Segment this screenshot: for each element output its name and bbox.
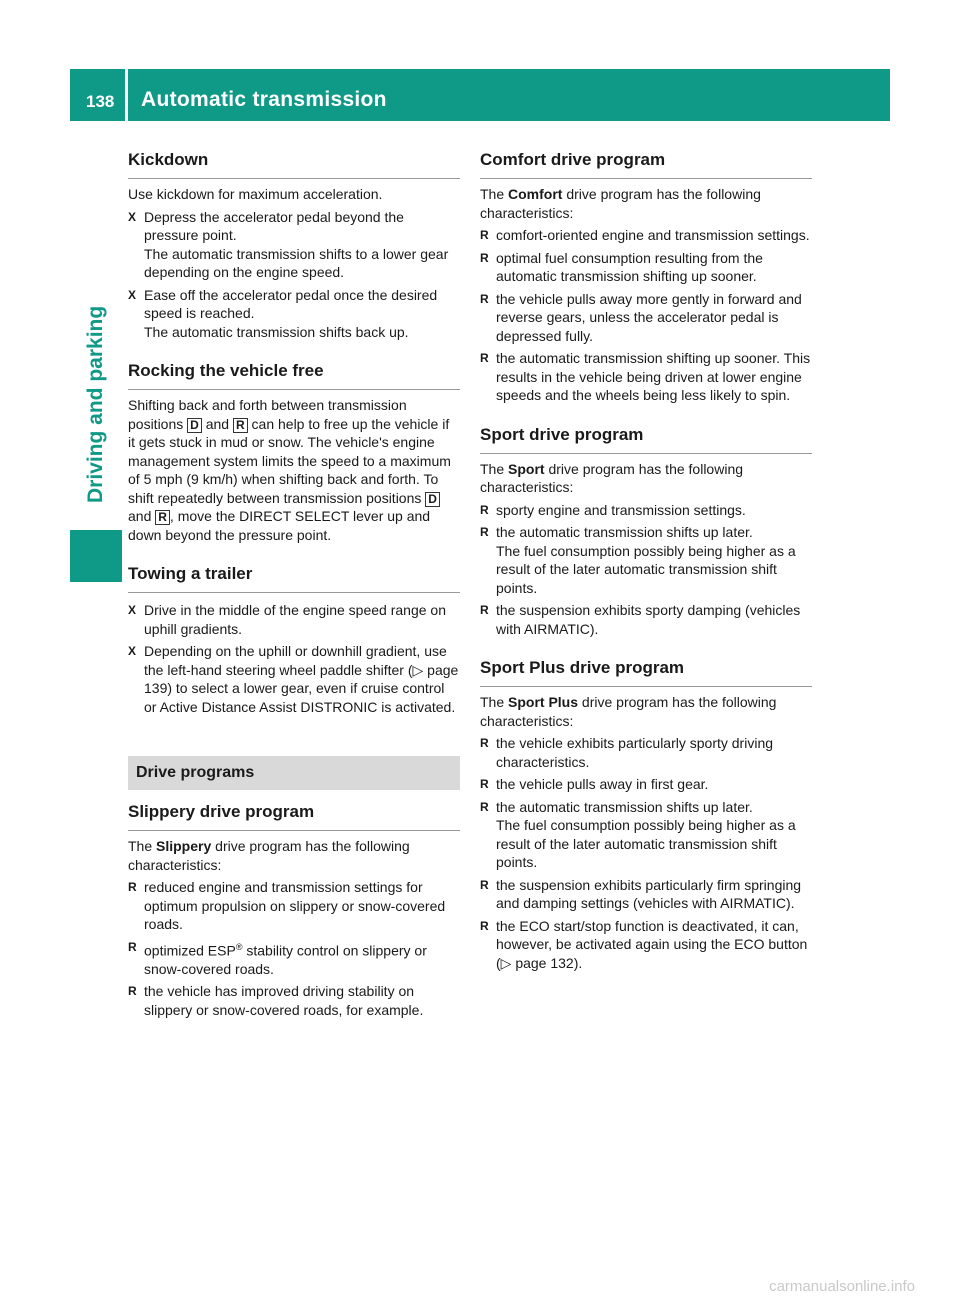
bullet-item: R the automatic transmission shifts up later. The fuel consumption possibly being higher as a result of the later automatic transmission shift points. bbox=[480, 798, 796, 870]
step-item bbox=[128, 642, 460, 716]
bullet-marker-icon: R bbox=[480, 291, 489, 306]
footer-watermark: carmanualsonline.info bbox=[769, 1278, 915, 1295]
step-text: Depress the accelerator pedal beyond the pressure point. bbox=[144, 208, 404, 243]
bullet-item: R the suspension exhibits particularly firm springing and damping settings (vehicles with AIRMATIC). bbox=[480, 876, 802, 911]
bullet-marker-icon: R bbox=[480, 525, 489, 539]
right-column bbox=[480, 140, 812, 972]
bullet-marker-icon: R bbox=[480, 736, 489, 750]
drive-position-key-icon: D bbox=[187, 418, 202, 433]
bullet-marker-icon: R bbox=[480, 799, 489, 814]
heading-comfort: Comfort drive program bbox=[480, 140, 812, 179]
heading-rocking: Rocking the vehicle free bbox=[128, 351, 460, 390]
step-marker-icon: X bbox=[128, 603, 137, 617]
step-item bbox=[128, 601, 460, 638]
step-item bbox=[128, 286, 460, 342]
bullet-item: R the vehicle has improved driving stability on slippery or snow-covered roads, for example. bbox=[128, 983, 424, 1018]
rocking-paragraph: Shifting back and forth between transmission positions D and R can help to free up the vehicle if it gets stuck in mud or snow. The vehicle's engine management system limits the speed to a maximum of 5 mph (9 km/h) when shifting back and forth. To shift repeatedly between transmission positions D and R , move the DIRECT SELECT lever up and down beyond the pressure point. bbox=[128, 397, 451, 543]
reverse-position-key-icon: R bbox=[233, 418, 248, 433]
bullet-item: R the vehicle pulls away in first gear. bbox=[480, 776, 709, 792]
side-section-marker bbox=[70, 530, 122, 582]
bullet-marker-icon: R bbox=[480, 250, 489, 265]
step-result: The automatic transmission shifts to a lower gear depending on the engine speed. bbox=[144, 245, 449, 280]
heading-sport-plus: Sport Plus drive program bbox=[480, 648, 812, 687]
bullet-marker-icon: R bbox=[480, 603, 489, 617]
bullet-marker-icon: R bbox=[128, 939, 137, 954]
chapter-title: Automatic transmission bbox=[141, 88, 387, 111]
step-text: Depending on the uphill or downhill gradient, use the left-hand steering wheel paddle shifter (▷ page 139) to select a lower gear, even if cruise control or Active Distance Assist DISTRONIC is activated. bbox=[144, 643, 459, 715]
bullet-item: R optimal fuel consumption resulting from the automatic transmission shifting up sooner. bbox=[480, 249, 763, 284]
bullet-marker-icon: R bbox=[128, 984, 137, 999]
bullet-item: R the suspension exhibits sporty damping (vehicles with AIRMATIC). bbox=[480, 602, 801, 637]
sport-intro: The Sport drive program has the following characteristics: bbox=[480, 460, 744, 495]
header-divider bbox=[125, 69, 128, 121]
heading-kickdown: Kickdown bbox=[128, 140, 460, 179]
comfort-intro: The Comfort drive program has the following characteristics: bbox=[480, 186, 761, 221]
bullet-item: R the vehicle exhibits particularly sporty driving characteristics. bbox=[480, 735, 774, 770]
step-item bbox=[128, 208, 460, 282]
bullet-marker-icon: R bbox=[480, 777, 489, 791]
reverse-position-key-icon: R bbox=[155, 510, 170, 525]
heading-sport: Sport drive program bbox=[480, 415, 812, 454]
bullet-item: R sporty engine and transmission settings. bbox=[480, 501, 746, 518]
page-number: 138 bbox=[86, 92, 115, 111]
bullet-item: R the ECO start/stop function is deactivated, it can, however, be activated again using the ECO button (▷ page 132). bbox=[480, 917, 808, 971]
bullet-item: R the vehicle pulls away more gently in forward and reverse gears, unless the accelerator pedal is depressed fully. bbox=[480, 290, 802, 344]
bullet-marker-icon: R bbox=[480, 877, 489, 892]
step-marker-icon: X bbox=[128, 287, 137, 302]
bullet-marker-icon: R bbox=[480, 918, 489, 933]
bullet-item: R comfort-oriented engine and transmission settings. bbox=[480, 227, 810, 243]
bullet-item: R optimized ESP® stability control on slippery or snow-covered roads. bbox=[128, 939, 427, 977]
step-marker-icon: X bbox=[128, 209, 137, 224]
heading-slippery: Slippery drive program bbox=[128, 792, 460, 831]
drive-programs-band: Drive programs bbox=[128, 756, 460, 790]
side-section-label: Driving and parking bbox=[84, 306, 107, 504]
bullet-marker-icon: R bbox=[480, 502, 489, 517]
step-result: The automatic transmission shifts back up. bbox=[144, 323, 409, 340]
left-column bbox=[128, 140, 460, 1019]
step-text: Drive in the middle of the engine speed range on uphill gradients. bbox=[144, 602, 446, 637]
bullet-item: R the automatic transmission shifts up later. The fuel consumption possibly being higher as a result of the later automatic transmission shift points. bbox=[480, 524, 796, 596]
kickdown-intro: Use kickdown for maximum acceleration. bbox=[128, 186, 383, 202]
bullet-item: R reduced engine and transmission settings for optimum propulsion on slippery or snow-covered roads. bbox=[128, 879, 446, 932]
heading-towing: Towing a trailer bbox=[128, 554, 460, 593]
bullet-item: R the automatic transmission shifting up sooner. This results in the vehicle being driven at lower engine speeds and the wheels being less likely to spin. bbox=[480, 350, 811, 403]
drive-position-key-icon: D bbox=[425, 492, 440, 507]
bullet-marker-icon: R bbox=[480, 228, 489, 242]
bullet-marker-icon: R bbox=[480, 351, 489, 365]
slippery-intro: The Slippery drive program has the following characteristics: bbox=[128, 838, 410, 873]
step-text: Ease off the accelerator pedal once the desired speed is reached. bbox=[144, 286, 438, 321]
sport-plus-intro: The Sport Plus drive program has the following characteristics: bbox=[480, 694, 777, 729]
step-marker-icon: X bbox=[128, 644, 137, 658]
bullet-marker-icon: R bbox=[128, 880, 137, 894]
